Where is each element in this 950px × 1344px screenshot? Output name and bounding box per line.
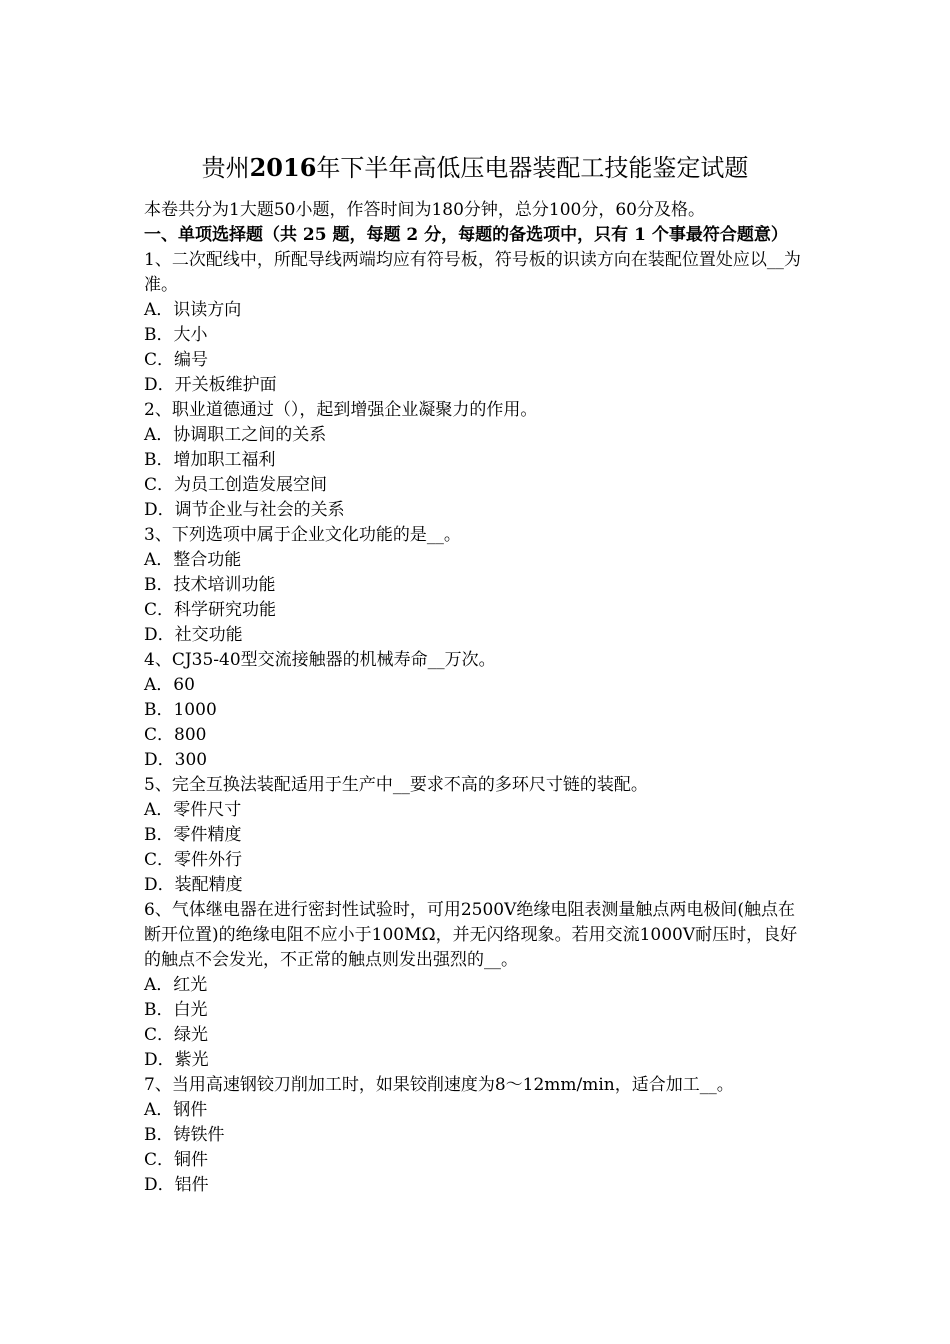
title-year: 2016 xyxy=(249,153,317,182)
question-4 xyxy=(144,648,806,773)
option-a: A．钢件 xyxy=(144,1100,208,1120)
option-b: B．增加职工福利 xyxy=(144,450,276,470)
option-c: C．铜件 xyxy=(144,1150,209,1170)
option-a: A．红光 xyxy=(144,975,208,995)
question-1 xyxy=(144,248,806,398)
option-b: B．1000 xyxy=(144,700,217,720)
question-stem: 2、职业道德通过（），起到增强企业凝聚力的作用。 xyxy=(144,400,538,420)
option-c: C．绿光 xyxy=(144,1025,209,1045)
option-d: D．紫光 xyxy=(144,1050,209,1070)
option-d: D．社交功能 xyxy=(144,625,243,645)
question-5 xyxy=(144,773,806,898)
question-6 xyxy=(144,898,806,1073)
question-stem: 5、完全互换法装配适用于生产中__要求不高的多环尺寸链的装配。 xyxy=(144,775,648,795)
document-body xyxy=(144,198,806,1198)
option-d: D．开关板维护面 xyxy=(144,375,277,395)
title-suffix: 年下半年高低压电器装配工技能鉴定试题 xyxy=(316,154,749,182)
option-c: C．零件外行 xyxy=(144,850,243,870)
question-stem: 3、下列选项中属于企业文化功能的是__。 xyxy=(144,525,461,545)
question-2 xyxy=(144,398,806,523)
option-a: A．60 xyxy=(144,675,195,695)
question-stem: 7、当用高速钢铰刀削加工时，如果铰削速度为8～12mm/min，适合加工__。 xyxy=(144,1075,734,1095)
option-d: D．装配精度 xyxy=(144,875,243,895)
exam-intro: 本卷共分为1大题50小题，作答时间为180分钟，总分100分，60分及格。 xyxy=(144,200,705,220)
question-stem: 6、气体继电器在进行密封性试验时，可用2500V绝缘电阻表测量触点两电极间(触点在断开位置)的绝缘电阻不应小于100MΩ，并无闪络现象。若用交流1000V耐压时，良好的触点不会发光，不正常的触点则发出强烈的__。 xyxy=(144,900,798,970)
option-c: C．为员工创造发展空间 xyxy=(144,475,328,495)
option-d: D．调节企业与社会的关系 xyxy=(144,500,345,520)
option-d: D．铝件 xyxy=(144,1175,209,1195)
option-a: A．协调职工之间的关系 xyxy=(144,425,327,445)
option-d: D．300 xyxy=(144,750,208,770)
question-3 xyxy=(144,523,806,648)
question-stem: 1、二次配线中，所配导线两端均应有符号板，符号板的识读方向在装配位置处应以__为准。 xyxy=(144,250,801,295)
option-c: C．编号 xyxy=(144,350,209,370)
title-prefix: 贵州 xyxy=(201,154,250,182)
document-title xyxy=(0,150,950,186)
option-b: B．零件精度 xyxy=(144,825,242,845)
option-b: B．大小 xyxy=(144,325,208,345)
option-a: A．识读方向 xyxy=(144,300,242,320)
question-7 xyxy=(144,1073,806,1198)
option-a: A．整合功能 xyxy=(144,550,242,570)
option-b: B．技术培训功能 xyxy=(144,575,276,595)
option-b: B．铸铁件 xyxy=(144,1125,225,1145)
option-a: A．零件尺寸 xyxy=(144,800,242,820)
option-c: C．科学研究功能 xyxy=(144,600,277,620)
option-b: B．白光 xyxy=(144,1000,208,1020)
section-heading: 一、单项选择题（共 25 题，每题 2 分，每题的备选项中，只有 1 个事最符合题意） xyxy=(144,225,788,245)
question-stem: 4、CJ35-40型交流接触器的机械寿命__万次。 xyxy=(144,650,496,670)
option-c: C．800 xyxy=(144,725,207,745)
